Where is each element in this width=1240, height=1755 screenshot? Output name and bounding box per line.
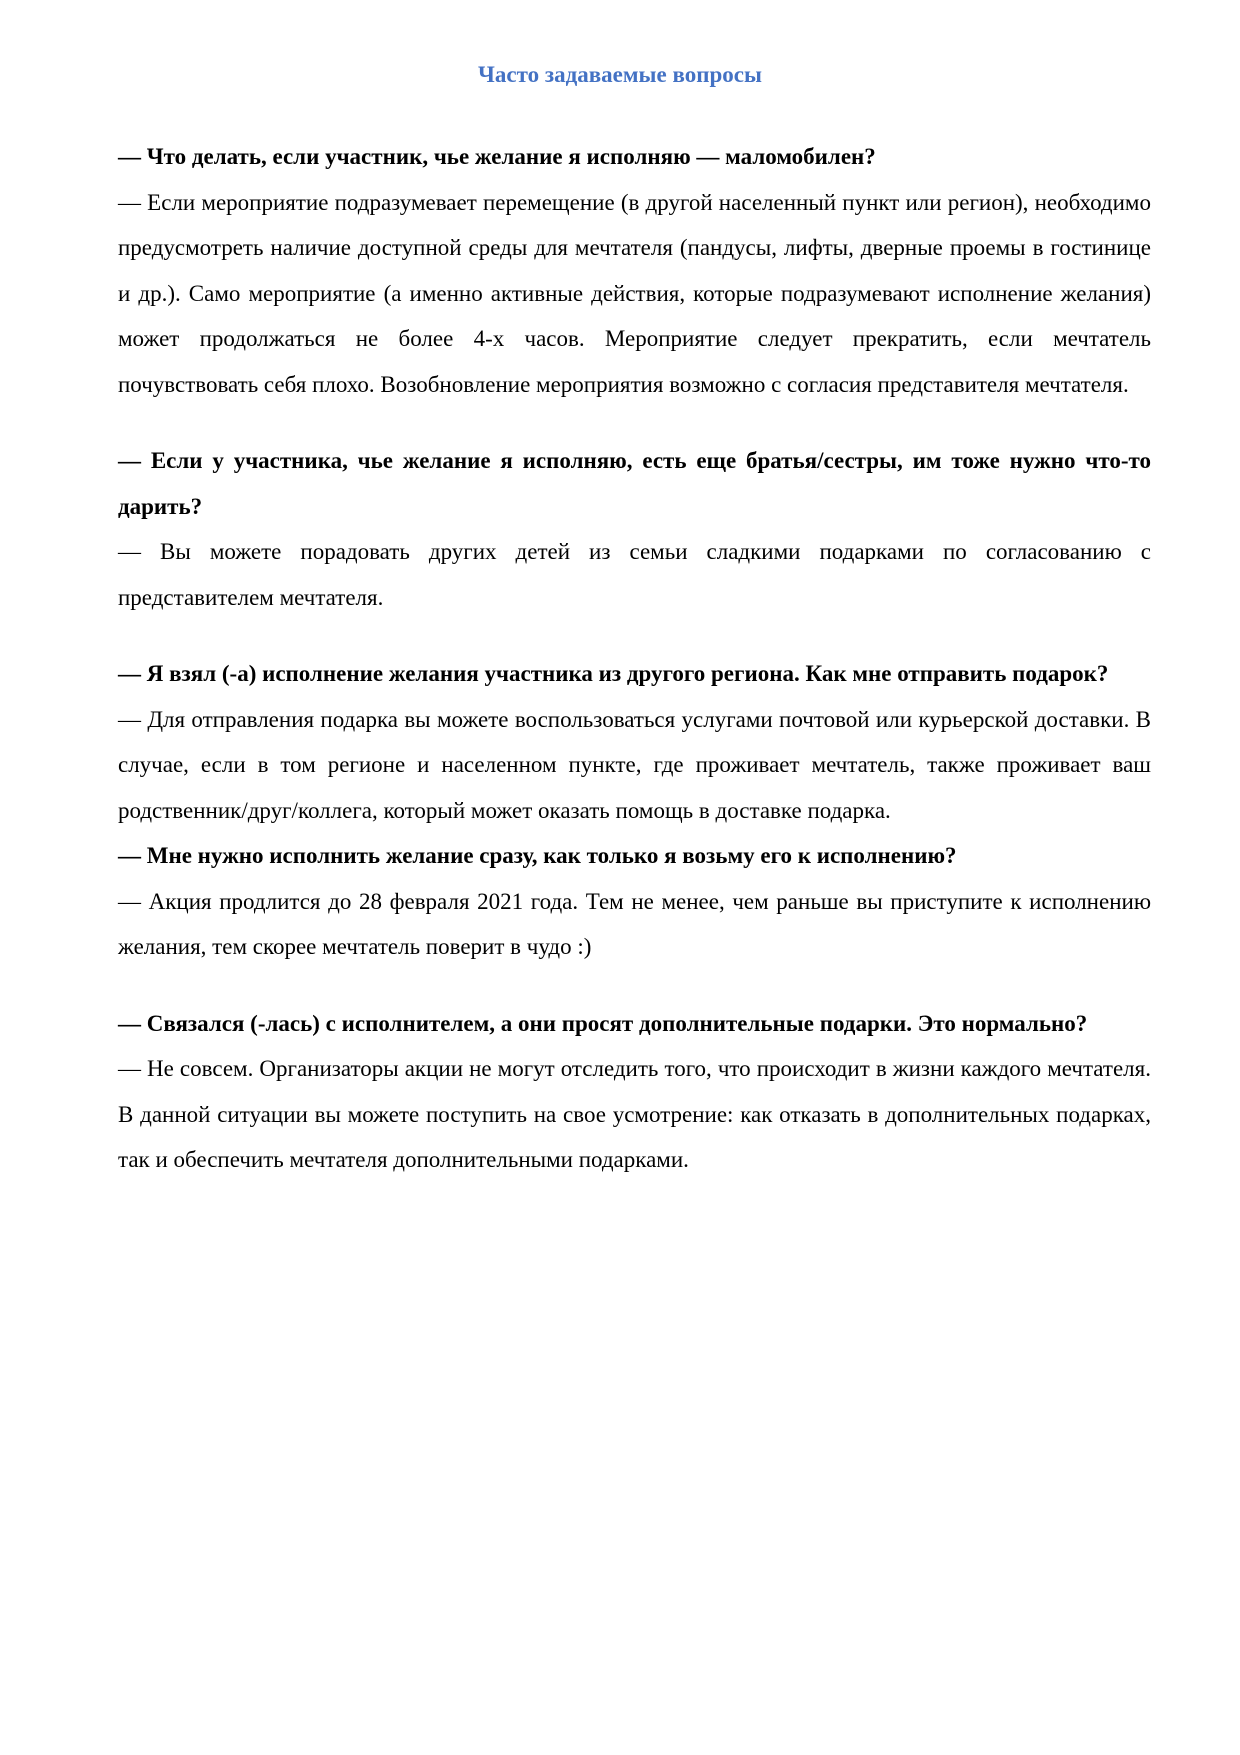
faq-item <box>118 833 1151 970</box>
paragraph-spacer <box>118 970 1151 1001</box>
faq-answer: — Акция продлится до 28 февраля 2021 года. Тем не менее, чем раньше вы приступите к исполнению желания, тем скорее мечтатель поверит в чудо :) <box>118 888 1151 959</box>
faq-item <box>118 1001 1151 1183</box>
faq-question: — Мне нужно исполнить желание сразу, как только я возьму его к исполнению? <box>118 843 957 868</box>
paragraph-spacer <box>118 407 1151 438</box>
faq-answer: — Если мероприятие подразумевает перемещение (в другой населенный пункт или регион), необходимо предусмотреть наличие доступной среды для мечтателя (пандусы, лифты, дверные проемы в гостинице и др.). Само мероприятие (а именно активные действия, которые подразумевают исполнение желания) может продолжаться не более 4-х часов. Мероприятие следует прекратить, если мечтатель почувствовать себя плохо. Возобновление мероприятия возможно с согласия представителя мечтателя. <box>118 189 1151 397</box>
faq-item <box>118 134 1151 407</box>
faq-question: — Что делать, если участник, чье желание я исполняю — маломобилен? <box>118 144 876 169</box>
paragraph-spacer <box>118 620 1151 651</box>
faq-answer: — Для отправления подарка вы можете воспользоваться услугами почтовой или курьерской доставки. В случае, если в том регионе и населенном пункте, где проживает мечтатель, также проживает ваш родственник/друг/коллега, который может оказать помощь в доставке подарка. <box>118 706 1151 823</box>
faq-question: — Я взял (-а) исполнение желания участника из другого региона. Как мне отправить подарок? <box>118 661 1109 686</box>
faq-answer: — Вы можете порадовать других детей из семьи сладкими подарками по согласованию с представителем мечтателя. <box>118 539 1151 610</box>
faq-list <box>118 134 1151 1183</box>
faq-item <box>118 651 1151 833</box>
faq-item <box>118 438 1151 620</box>
faq-answer: — Не совсем. Организаторы акции не могут отследить того, что происходит в жизни каждого мечтателя. В данной ситуации вы можете поступить на свое усмотрение: как отказать в дополнительных подарках, так и обеспечить мечтателя дополнительными подарками. <box>118 1056 1151 1172</box>
faq-question: — Связался (-лась) с исполнителем, а они просят дополнительные подарки. Это нормально? <box>118 1010 1088 1036</box>
document-title: Часто задаваемые вопросы <box>478 62 762 87</box>
faq-question: — Если у участника, чье желание я исполняю, есть еще братья/сестры, им тоже нужно что-то дарить? <box>118 448 1151 519</box>
